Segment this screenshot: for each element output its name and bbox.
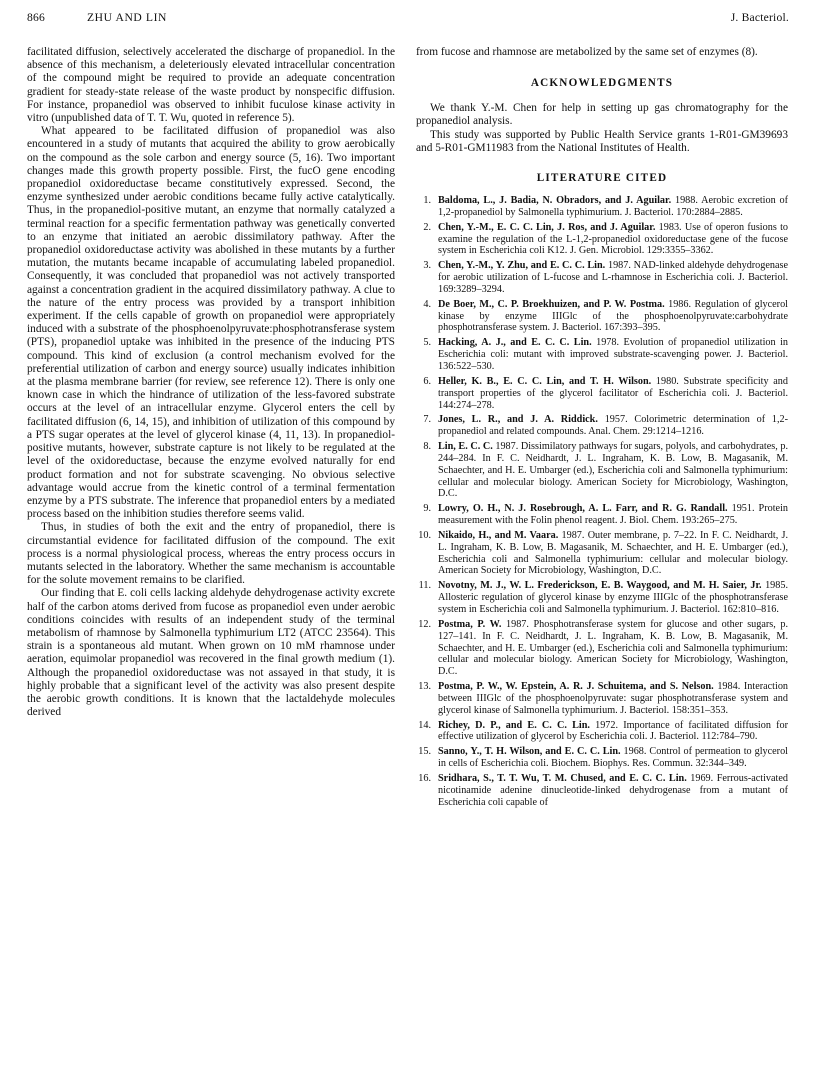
reference-authors: Richey, D. P., and E. C. C. Lin. — [438, 719, 590, 731]
right-column — [416, 46, 788, 812]
reference-number: 10. — [418, 529, 431, 541]
reference-item — [416, 530, 788, 577]
reference-authors: Lin, E. C. C. — [438, 441, 493, 453]
reference-text: 1951. Protein measurement with the Folin phenol reagent. J. Biol. Chem. 193:265–275. — [438, 503, 788, 527]
reference-authors: Lowry, O. H., N. J. Rosebrough, A. L. Farr, and R. G. Randall. — [438, 503, 728, 515]
reference-item — [416, 441, 788, 500]
reference-item — [416, 681, 788, 717]
reference-authors: Hacking, A. J., and E. C. C. Lin. — [438, 337, 592, 349]
reference-text: 1978. Evolution of propanediol utilization in Escherichia coli: mutant with improved substrate-scavenging power. J. Bacteriol. 136:522–530. — [438, 337, 788, 372]
reference-item — [416, 376, 788, 412]
left-column — [27, 46, 395, 719]
reference-item — [416, 195, 788, 219]
reference-text: 1985. Allosteric regulation of glycerol kinase by enzyme IIIGlc of the phosphotransferase system in Escherichia coli and Salmonella typhimurium. J. Bacteriol. 162:810–816. — [438, 580, 789, 616]
reference-authors: Postma, P. W., W. Epstein, A. R. J. Schuitema, and S. Nelson. — [438, 681, 714, 693]
reference-item — [416, 260, 788, 296]
reference-number: 13. — [418, 681, 431, 693]
reference-text: 1986. Regulation of glycerol kinase by enzyme IIIGlc of the phosphoenolpyruvate:carbohydrate phosphotransferase system. J. Bacteriol. 167:393–395. — [438, 298, 789, 334]
reference-item — [416, 299, 788, 335]
body-paragraph: from fucose and rhamnose are metabolized by the same set of enzymes (8). — [416, 46, 758, 58]
reference-item — [416, 503, 788, 527]
reference-text: 1968. Control of permeation to glycerol in cells of Escherichia coli. Biochem. Biophys. Res. Commun. 32:344–349. — [438, 746, 788, 770]
reference-item — [416, 746, 788, 770]
reference-item — [416, 222, 788, 258]
reference-authors: Heller, K. B., E. C. C. Lin, and T. H. Wilson. — [438, 375, 652, 387]
reference-number: 6. — [423, 375, 431, 387]
reference-text: 1969. Ferrous-activated nicotinamide adenine dinucleotide-linked dehydrogenase from a mutant of Escherichia coli capable of — [438, 772, 788, 808]
reference-item — [416, 720, 788, 744]
reference-authors: Jones, L. R., and J. A. Riddick. — [438, 414, 598, 426]
acknowledgment-paragraph: We thank Y.-M. Chen for help in setting up gas chromatography for the propanediol analysis. — [416, 102, 788, 128]
reference-authors: Sridhara, S., T. T. Wu, T. M. Chused, and E. C. C. Lin. — [438, 772, 687, 784]
page-number: 866 — [27, 11, 45, 24]
body-paragraph: Thus, in studies of both the exit and the entry of propanediol, there is circumstantial evidence for facilitated diffusion of the compound. The exit process is a normal physiological process, whereas the entry process occurs in mutants selected in the laboratory. Whether the same mechanism is accountable for the solute movement remains to be clarified. — [27, 521, 395, 587]
reference-authors: De Boer, M., C. P. Broekhuizen, and P. W. Postma. — [438, 298, 665, 310]
reference-number: 9. — [423, 503, 431, 515]
running-authors: ZHU AND LIN — [87, 11, 168, 24]
acknowledgments-heading: ACKNOWLEDGMENTS — [530, 77, 674, 90]
reference-number: 11. — [418, 580, 431, 592]
reference-number: 12. — [418, 618, 431, 630]
reference-authors: Sanno, Y., T. H. Wilson, and E. C. C. Lin. — [438, 746, 621, 758]
reference-item — [416, 414, 788, 438]
reference-authors: Chen, Y.-M., Y. Zhu, and E. C. C. Lin. — [438, 260, 606, 272]
reference-number: 1. — [423, 195, 431, 207]
reference-number: 7. — [423, 414, 431, 426]
literature-cited-heading: LITERATURE CITED — [536, 172, 668, 185]
reference-number: 2. — [423, 221, 431, 233]
reference-text: 1957. Colorimetric determination of 1,2-propanediol and related compounds. Anal. Chem. 29:1214–1216. — [438, 414, 789, 438]
reference-number: 3. — [423, 260, 431, 272]
reference-number: 15. — [418, 746, 431, 758]
reference-text: 1987. Phosphotransferase system for glucose and other sugars, p. 127–141. In F. C. Neidhardt, J. L. Ingraham, K. B. Low, B. Magasanik, M. Schaechter, and H. E. Umbarger (ed.), Escherichia coli and Salmonella typhimurium: cellular and molecular biology. American Society for Microbiology, Washington, D.C. — [438, 618, 788, 678]
reference-item — [416, 619, 788, 678]
reference-text: 1980. Substrate specificity and transport properties of the glycerol facilitator of Escherichia coli. J. Bacteriol. 144:274–278. — [438, 375, 788, 411]
acknowledgment-paragraph: This study was supported by Public Health Service grants 1-R01-GM39693 and 5-R01-GM11983 from the National Institutes of Health. — [416, 128, 788, 154]
reference-item — [416, 580, 788, 616]
journal-name: J. Bacteriol. — [730, 11, 789, 24]
reference-authors: Novotny, M. J., W. L. Frederickson, E. B. Waygood, and M. H. Saier, Jr. — [438, 580, 762, 592]
reference-text: 1984. Interaction between IIIGlc of the phosphoenolpyruvate: sugar phosphotransferase system and glycerol kinase of Salmonella typhimurium. J. Bacteriol. 158:351–353. — [438, 681, 789, 716]
body-paragraph: facilitated diffusion, selectively accelerated the discharge of propanediol. In the absence of this mechanism, a deleteriously elevated intracellular concentration of the compound might be required to provide an adequate concentration gradient for steady-state release of the waste product by nonspecific diffusion. For instance, propanediol was observed to inhibit fuculose kinase activity in vitro (unpublished data of T. T. Wu, quoted in reference 5). — [27, 46, 395, 125]
reference-text: 1988. Aerobic excretion of 1,2-propanediol by Salmonella typhimurium. J. Bacteriol. 170:2884–2885. — [438, 195, 788, 218]
reference-number: 14. — [418, 719, 431, 731]
reference-item — [416, 337, 788, 373]
reference-authors: Nikaido, H., and M. Vaara. — [438, 529, 559, 541]
reference-text: 1972. Importance of facilitated diffusion for effective utilization of glycerol by Escherichia coli. J. Bacteriol. 112:784–790. — [438, 719, 788, 743]
reference-number: 8. — [423, 441, 431, 453]
reference-authors: Chen, Y.-M., E. C. C. Lin, J. Ros, and J. Aguilar. — [438, 221, 656, 233]
body-paragraph: Our finding that E. coli cells lacking aldehyde dehydrogenase activity excrete half of the carbon atoms derived from fucose as propanediol even under aerobic conditions coincides with results of an independent study of the terminal metabolism of rhamnose by Salmonella typhimurium LT2 (ATCC 23564). This strain is a spontaneous ald mutant. When grown on 10 mM rhamnose under aeration, equimolar propanediol was recovered in the final growth medium (1). Although the propanediol oxidoreductase was not assayed in that study, it is highly probable that a significant level of the activity was also present despite the aerobic growth conditions. It is known that the lactaldehyde molecules derived — [27, 587, 395, 719]
reference-text: 1987. Outer membrane, p. 7–22. In F. C. Neidhardt, J. L. Ingraham, K. B. Low, B. Magasanik, M. Schaechter, and H. E. Umbarger (ed.), Escherichia coli and Salmonella typhimurium: cellular and molecular biology. American Society for Microbiology, Washington, D.C. — [438, 529, 788, 577]
reference-item — [416, 773, 788, 809]
reference-number: 4. — [423, 298, 431, 310]
body-paragraph: What appeared to be facilitated diffusion of propanediol was also encountered in a study of mutants that acquired the ability to grow aerobically on the compound as the sole carbon and energy source (5, 16). Two important changes made this growth property possible. First, the fucO gene encoding propanediol oxidoreductase became constitutively expressed. Second, the enzyme synthesized under aerobic conditions became fully active catalytically. Thus, in the propanediol-positive mutant, an enzyme that normally catalyzed a terminal reaction for a specific fermentation pathway was genetically converted to an enzyme that initiated an aerobic dissimilatory pathway. After the propanediol oxidoreductase activity was abolished in these mutants by a further mutation, the mutants became incapable of accumulating labeled propanediol. Consequently, it was concluded that propanediol was not actively transported against a concentration gradient in the acquired dissimilatory pathway. A clue to the nature of the entry process was provided by a transport inhibition experiment. If the cells capable of growth on propanediol were appropriately induced with a substrate of the phosphoenolpyruvate:phosphotransferase system (PTS), propanediol uptake was inhibited in the presence of the inducing PTS compound. This kind of exclusion (a control mechanism evolved for the preferential utilization of carbon and energy source) usually indicates inhibition at the plasma membrane barrier (for review, see reference 12). There is only one known case in which the hindrance of utilization of the less-favored substrate occurs at the level of an intracellular enzyme. Glycerol enters the cell by facilitated diffusion (6, 14, 15), and inhibition of utilization of this compound by a PTS sugar operates at the level of glycerol kinase (4, 11, 13). In propanediol-positive mutants, however, substrate capture is not likely to be regulated at the level of the oxidoreductase, because the enzyme evolved naturally for end product formation and not for substrate scavenging. No obvious selective advantage would accrue from the kinetic control of a terminal fermentation enzyme by a PTS substrate. The inference that propanediol enters by a mediated process based on the inhibition studies therefore seems valid. — [27, 125, 395, 521]
reference-authors: Postma, P. W. — [438, 618, 502, 630]
reference-number: 5. — [423, 337, 431, 349]
reference-authors: Baldoma, L., J. Badia, N. Obradors, and J. Aguilar. — [438, 195, 672, 207]
reference-text: 1983. Use of operon fusions to examine the regulation of the L-1,2-propanediol oxidoreductase gene of the fucose system in Escherichia coli K12. J. Gen. Microbiol. 129:3355–3362. — [438, 221, 788, 257]
reference-number: 16. — [418, 772, 431, 784]
reference-text: 1987. NAD-linked aldehyde dehydrogenase for aerobic utilization of L-fucose and L-rhamnose in Escherichia coli. J. Bacteriol. 169:3289–3294. — [438, 260, 788, 295]
reference-list — [416, 195, 788, 809]
reference-text: 1987. Dissimilatory pathways for sugars, polyols, and carbohydrates, p. 244–284. In F. C. Neidhardt, J. L. Ingraham, K. B. Low, B. Magasanik, M. Schaechter, and H. E. Umbarger (ed.), Escherichia coli and Salmonella typhimurium: cellular and molecular biology. American Society for Microbiology, Washington, D.C. — [438, 441, 788, 500]
running-header — [27, 11, 789, 29]
